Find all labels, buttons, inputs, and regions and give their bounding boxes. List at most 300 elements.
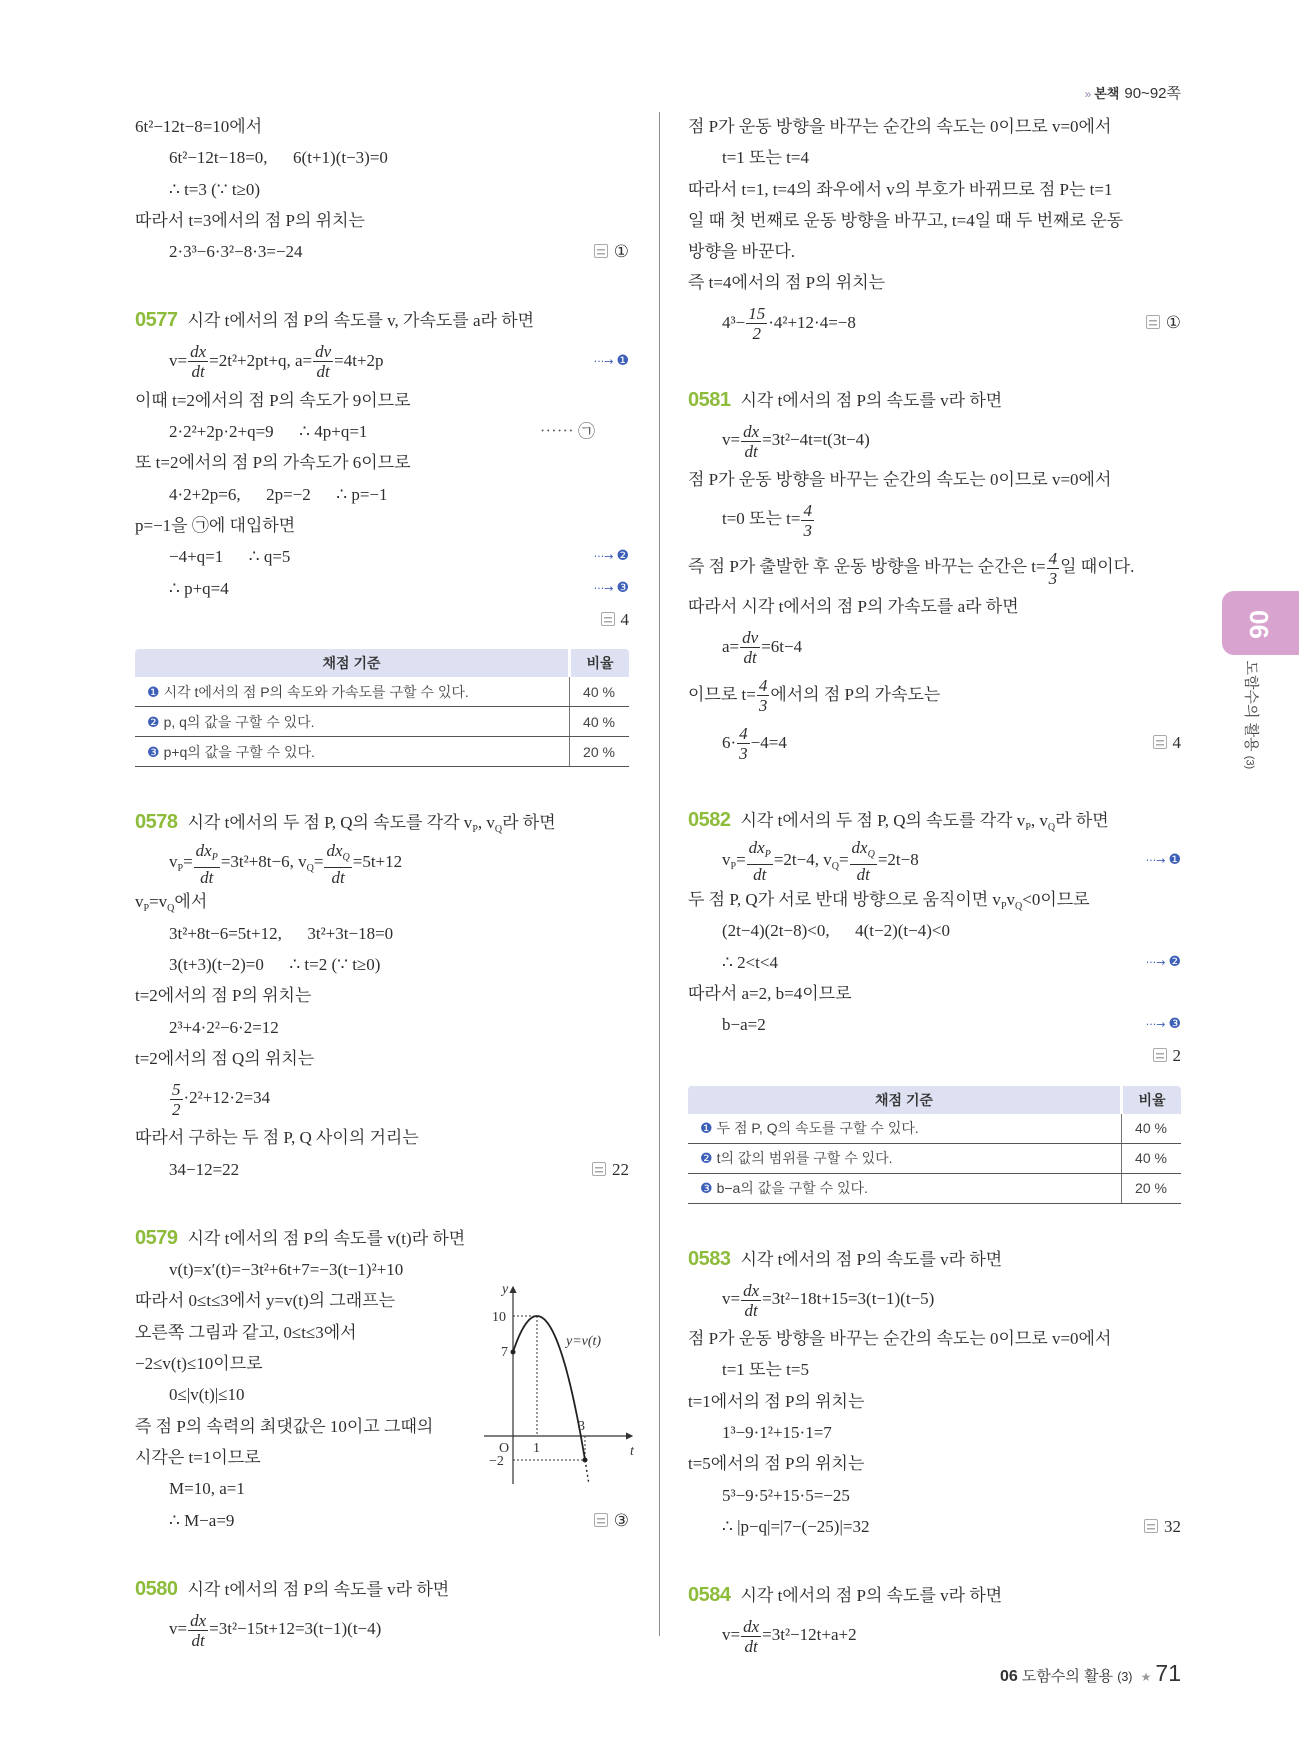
- math-text: 따라서 a=2, b=4이므로: [688, 983, 852, 1003]
- problem-number: 0579: [135, 1226, 178, 1249]
- fraction-denominator: 3: [758, 696, 768, 716]
- subscript: P: [143, 903, 150, 915]
- solution-line: [135, 1043, 629, 1074]
- criteria-text: t의 값의 범위를 구할 수 있다.: [716, 1150, 893, 1167]
- step-number-icon: ❸: [700, 1181, 713, 1198]
- math-text: 즉 점 P의 속력의 최댓값은 10이고 그때의: [135, 1416, 434, 1436]
- math-text: 4³−: [722, 312, 746, 332]
- subscript: P: [764, 849, 771, 861]
- ratio-cell: 20 %: [570, 737, 630, 767]
- fraction-denominator: dt: [743, 648, 757, 668]
- chevron-right-icon: »: [1084, 87, 1092, 101]
- t-tick-3: 3: [578, 1419, 585, 1434]
- fraction-numerator: [757, 676, 770, 696]
- math-text: t=1에서의 점 P의 위치는: [688, 1391, 865, 1411]
- end-point: [583, 1458, 588, 1463]
- right-column: [688, 111, 1181, 1659]
- solution-line: [135, 573, 629, 604]
- subscript: P: [1000, 900, 1007, 912]
- solution-line: [135, 838, 629, 886]
- math-text: v: [135, 892, 144, 912]
- answer-icon: [1144, 1519, 1158, 1533]
- table-row: [688, 1143, 1181, 1173]
- ratio-cell: 40 %: [1122, 1114, 1182, 1144]
- fraction-denominator: dt: [191, 1630, 205, 1650]
- math-text: 시각 t에서의 점 P의 속도를 v라 하면: [740, 1249, 1003, 1269]
- fraction-denominator: 3: [803, 520, 812, 540]
- solution-line: [688, 1480, 1181, 1511]
- answer-value: 32: [1164, 1516, 1181, 1536]
- ratio-cell: 40 %: [1122, 1143, 1182, 1173]
- math-text: v=: [169, 350, 188, 370]
- fraction: [747, 838, 773, 884]
- solution-line: [688, 267, 1181, 298]
- solution-line: [688, 1448, 1181, 1479]
- y-tick-10: 10: [492, 1310, 506, 1325]
- fraction-numerator: [741, 1617, 761, 1637]
- solution-line: [688, 719, 1181, 767]
- numerator-text: 15: [748, 304, 766, 324]
- textbook-page-reference: [1085, 82, 1181, 103]
- math-text: =2t−4, v: [773, 849, 832, 869]
- solution-line: [688, 591, 1181, 622]
- criteria-cell: [135, 737, 570, 767]
- chapter-tab[interactable]: [1222, 591, 1299, 655]
- math-text: 라 하면: [502, 813, 556, 833]
- reference-label: 본책: [1094, 86, 1120, 101]
- solution-line: [688, 1611, 1181, 1659]
- table-row: [135, 707, 629, 737]
- math-text: v=: [722, 1289, 741, 1309]
- math-text: t=1 또는 t=5: [722, 1360, 809, 1380]
- solution-line: [688, 1040, 1181, 1071]
- scoring-criteria: [135, 649, 629, 767]
- fraction: [741, 1281, 761, 1320]
- math-text: v: [722, 849, 731, 869]
- fraction: [188, 1611, 208, 1650]
- criteria-text: 두 점 P, Q의 속도를 구할 수 있다.: [716, 1120, 919, 1137]
- numerator-text: dx: [743, 1617, 760, 1637]
- math-text: 시각 t에서의 점 P의 속도를 v라 하면: [740, 390, 1003, 410]
- solution-block: [135, 111, 629, 267]
- answer-value: 22: [612, 1159, 629, 1179]
- math-text: , v: [1030, 810, 1048, 830]
- answer-icon: [594, 244, 608, 258]
- solution-block: [688, 805, 1181, 1072]
- solution-line: [688, 385, 1181, 416]
- math-text: b−a=2: [722, 1015, 766, 1035]
- fraction-numerator: [801, 501, 814, 521]
- solution-line: [688, 884, 1181, 915]
- chapter-tab-title: [1242, 661, 1263, 781]
- math-text: 두 점 P, Q가 서로 반대 방향으로 움직이면 v: [688, 889, 1001, 909]
- ratio-cell: 40 %: [570, 677, 630, 707]
- fraction-numerator: [746, 304, 767, 324]
- math-text: 시각 t에서의 두 점 P, Q의 속도를 각각 v: [740, 810, 1026, 830]
- math-text: 점 P가 운동 방향을 바꾸는 순간의 속도는 0이므로 v=0에서: [688, 470, 1112, 490]
- math-text: 2·3³−6·3²−8·3=−24: [169, 242, 303, 262]
- math-text: 3(t+3)(t−2)=0 ∴ t=2 (∵ t≥0): [169, 955, 381, 975]
- ratio-cell: 40 %: [570, 707, 630, 737]
- solution-line: [135, 142, 629, 173]
- problem-number: 0584: [688, 1584, 731, 1607]
- math-text: 6t²−12t−8=10에서: [135, 117, 263, 136]
- numerator-text: dx: [748, 838, 765, 858]
- answer-icon: [601, 612, 615, 626]
- math-text: 라 하면: [1055, 810, 1109, 830]
- subscript: P: [177, 863, 184, 875]
- numerator-text: dx: [326, 840, 343, 860]
- criteria-cell: [688, 1143, 1122, 1173]
- math-text: 따라서 t=3에서의 점 P의 위치는: [135, 210, 365, 230]
- math-text: ∴ |p−q|=|7−(−25)|=32: [722, 1516, 870, 1536]
- answer: [594, 236, 629, 267]
- solution-line: [135, 1012, 629, 1043]
- problem-number: 0578: [135, 811, 178, 834]
- math-text: 6·: [722, 732, 737, 752]
- step-number-icon: ❶: [616, 352, 629, 369]
- fraction: [170, 1080, 183, 1119]
- solution-line: [135, 510, 629, 541]
- column-divider: [659, 112, 660, 1636]
- fraction-numerator: [324, 841, 351, 868]
- velocity-curve-extension: [585, 1460, 589, 1484]
- math-text: M=10, a=1: [169, 1479, 245, 1499]
- numerator-text: dx: [743, 1280, 760, 1300]
- t-axis-label: t: [630, 1444, 634, 1459]
- solution-line: [135, 111, 629, 142]
- math-text: −4=4: [750, 732, 787, 752]
- math-text: ∴ 2<t<4: [722, 952, 778, 972]
- problem-number: 0581: [688, 388, 731, 411]
- criteria-cell: [135, 677, 570, 707]
- fraction-denominator: dt: [191, 362, 205, 382]
- fraction-numerator: [188, 1611, 208, 1631]
- numerator-text: dx: [743, 421, 760, 441]
- fraction-denominator: 3: [739, 744, 748, 764]
- subscript: Q: [342, 851, 350, 863]
- numerator-text: dx: [851, 838, 868, 858]
- fraction: [324, 841, 351, 887]
- math-text: v: [1006, 889, 1015, 909]
- math-text: ∴ t=3 (∵ t≥0): [169, 179, 261, 199]
- math-text: 에서의 점 P의 가속도는: [770, 684, 941, 704]
- math-text: 시각 t에서의 점 P의 속도를 v라 하면: [740, 1586, 1003, 1606]
- solution-line: [688, 947, 1181, 978]
- math-text: t=0 또는 t=: [722, 509, 801, 529]
- math-text: 34−12=22: [169, 1159, 240, 1179]
- solution-block: [688, 385, 1181, 767]
- solution-line: [135, 479, 629, 510]
- answer-value: 4: [1172, 732, 1181, 752]
- fraction-denominator: dt: [856, 865, 870, 885]
- solution-block: [135, 1574, 629, 1653]
- math-text: v: [169, 852, 178, 872]
- criteria-text: 시각 t에서의 점 P의 속도와 가속도를 구할 수 있다.: [163, 683, 469, 700]
- math-text: −2≤v(t)≤10이므로: [135, 1354, 263, 1374]
- numerator-text: 4: [758, 676, 768, 696]
- math-text: 시각 t에서의 점 P의 속도를 v, 가속도를 a라 하면: [187, 311, 535, 331]
- dotted-arrow-icon: ···→: [593, 581, 614, 595]
- solution-line: [688, 111, 1181, 142]
- fraction: [850, 838, 877, 884]
- math-text: t=2에서의 점 P의 위치는: [135, 986, 312, 1006]
- footer-title: 도함수의 활용: [1021, 1668, 1114, 1685]
- dotted-arrow-icon: ···→: [593, 550, 614, 564]
- dotted-arrow-icon: ···→: [1145, 853, 1166, 867]
- step-number-icon: ❶: [147, 684, 160, 701]
- fraction: [746, 304, 767, 343]
- math-text: =: [838, 849, 849, 869]
- fraction-denominator: dt: [316, 362, 330, 382]
- solution-line: [135, 416, 629, 447]
- math-text: t=5에서의 점 P의 위치는: [688, 1454, 865, 1474]
- chapter-subtitle: (3): [1243, 755, 1256, 770]
- solution-line: [688, 978, 1181, 1009]
- solution-block: [688, 1244, 1181, 1542]
- table-row: [688, 1173, 1181, 1203]
- step-marker: [1146, 947, 1181, 978]
- math-text: 이므로 t=: [688, 684, 756, 704]
- solution-line: [135, 1154, 629, 1185]
- solution-line: [135, 1074, 629, 1122]
- math-text: 따라서 0≤t≤3에서 y=v(t)의 그래프는: [135, 1291, 395, 1311]
- page-footer: [1000, 1660, 1181, 1687]
- solution-line: [688, 1386, 1181, 1417]
- footer-chapter: 06: [999, 1668, 1018, 1685]
- answer-value: ③: [613, 1510, 629, 1530]
- subscript: Q: [306, 863, 314, 875]
- answer: [1153, 1040, 1182, 1071]
- fraction-numerator: [188, 342, 208, 362]
- numerator-text: dx: [195, 840, 212, 860]
- fraction: [1047, 549, 1060, 588]
- subscript: Q: [831, 860, 839, 872]
- fraction: [313, 342, 333, 381]
- fraction-denominator: dt: [331, 867, 345, 887]
- math-text: =2t²+2pt+q, a=: [209, 350, 313, 370]
- subscript: Q: [867, 849, 875, 861]
- solution-line: [135, 1122, 629, 1153]
- solution-line: [688, 1244, 1181, 1275]
- math-text: 즉 t=4에서의 점 P의 위치는: [688, 273, 886, 293]
- fraction: [194, 841, 220, 887]
- solution-block: [688, 111, 1181, 347]
- fraction-denominator: 2: [752, 324, 761, 344]
- math-text: , v: [477, 813, 495, 833]
- subscript: P: [211, 851, 218, 863]
- math-text: =3t²−18t+15=3(t−1)(t−5): [762, 1289, 935, 1309]
- math-text: ∴ p+q=4: [169, 578, 229, 598]
- step-number-icon: ❸: [616, 579, 629, 596]
- fraction: [740, 628, 760, 667]
- step-marker: [1146, 836, 1181, 885]
- math-text: =v: [149, 892, 168, 912]
- subscript: Q: [1015, 900, 1023, 912]
- criteria-cell: [688, 1173, 1122, 1203]
- answer-value: 4: [620, 609, 629, 629]
- solution-line: [688, 1354, 1181, 1385]
- table-row: [135, 737, 629, 767]
- math-text: 이때 t=2에서의 점 P의 속도가 9이므로: [135, 390, 411, 410]
- scoring-table: [135, 649, 629, 767]
- answer: [594, 1505, 629, 1536]
- solution-line: [688, 1323, 1181, 1354]
- math-text: −4+q=1 ∴ q=5: [169, 547, 291, 567]
- problem-number: 0583: [688, 1247, 731, 1270]
- math-text: =5t+12: [352, 852, 403, 872]
- criteria-text: p, q의 값을 구할 수 있다.: [163, 713, 315, 730]
- math-text: (2t−4)(2t−8)<0, 4(t−2)(t−4)<0: [722, 921, 950, 941]
- solution-line: [135, 918, 629, 949]
- solution-line: [688, 623, 1181, 671]
- solution-line: [688, 464, 1181, 495]
- y-tick-neg2: −2: [489, 1454, 504, 1469]
- fraction-numerator: [194, 841, 220, 868]
- solution-line: [688, 836, 1181, 884]
- solution-line: [135, 337, 629, 385]
- numerator-text: 4: [1048, 548, 1058, 568]
- criteria-text: b−a의 값을 구할 수 있다.: [716, 1180, 868, 1197]
- solution-line: [135, 174, 629, 205]
- subscript: Q: [494, 824, 503, 836]
- math-text: =: [736, 849, 746, 869]
- problem-number: 0582: [688, 808, 731, 831]
- math-text: 즉 점 P가 출발한 후 운동 방향을 바꾸는 순간은 t=: [688, 557, 1046, 577]
- numerator-text: 5: [172, 1079, 181, 1099]
- solution-line: [135, 949, 629, 980]
- answer-icon: [594, 1513, 608, 1527]
- math-text: ∴ M−a=9: [169, 1510, 235, 1530]
- math-text: =6t−4: [761, 636, 803, 656]
- solution-line: [135, 385, 629, 416]
- table-row: [135, 677, 629, 707]
- fraction: [737, 724, 750, 763]
- solution-line: [135, 604, 629, 635]
- fraction-denominator: 2: [172, 1099, 181, 1119]
- solution-line: [688, 299, 1181, 347]
- math-text: 2³+4·2²−6·2=12: [169, 1017, 279, 1037]
- math-text: =3t²−4t=t(3t−4): [762, 430, 870, 450]
- solution-line: [688, 1511, 1181, 1542]
- numerator-text: 4: [803, 500, 812, 520]
- answer: [601, 604, 630, 635]
- fraction: [741, 1617, 761, 1656]
- math-text: v(t)=x′(t)=−3t²+6t+7=−3(t−1)²+10: [169, 1260, 404, 1280]
- math-text: 오른쪽 그림과 같고, 0≤t≤3에서: [135, 1322, 357, 1342]
- solution-block: [135, 305, 629, 635]
- step-marker: [594, 337, 629, 386]
- math-text: =3t²+8t−6, v: [220, 852, 307, 872]
- math-text: =2t−8: [877, 849, 919, 869]
- fraction-numerator: [313, 342, 333, 362]
- step-number-icon: ❷: [147, 714, 160, 731]
- criteria-cell: [688, 1114, 1122, 1144]
- solution-line: [688, 1009, 1181, 1040]
- scoring-criteria: [688, 1086, 1181, 1204]
- step-marker: [594, 541, 629, 572]
- math-text: =: [313, 852, 324, 872]
- step-number-icon: ❶: [700, 1121, 713, 1138]
- solution-line: [135, 305, 629, 336]
- math-text: 시각은 t=1이므로: [135, 1447, 261, 1467]
- y-tick-7: 7: [501, 1345, 508, 1360]
- solution-line: [135, 447, 629, 478]
- math-text: =4t+2p: [334, 350, 384, 370]
- fraction-denominator: dt: [744, 1637, 758, 1657]
- math-text: 점 P가 운동 방향을 바꾸는 순간의 속도는 0이므로 v=0에서: [688, 1329, 1112, 1349]
- answer-icon: [1153, 735, 1167, 749]
- solution-line: [135, 980, 629, 1011]
- subscript: P: [730, 860, 737, 872]
- chapter-tab-number: 06: [1243, 610, 1274, 639]
- solution-line: [688, 671, 1181, 719]
- solution-line: [688, 205, 1181, 236]
- math-text: t=2에서의 점 Q의 위치는: [135, 1048, 315, 1068]
- numerator-text: dv: [742, 628, 759, 648]
- velocity-graph: [470, 1275, 645, 1490]
- fraction-numerator: [740, 628, 760, 648]
- chapter-title: 도함수의 활용: [1242, 660, 1260, 752]
- solution-line: [688, 174, 1181, 205]
- table-header: 채점 기준: [688, 1086, 1122, 1114]
- math-text: v=: [722, 430, 741, 450]
- y-axis-label: y: [502, 1282, 509, 1297]
- answer: [1146, 299, 1181, 347]
- problem-number: 0580: [135, 1577, 178, 1600]
- ratio-cell: 20 %: [1122, 1173, 1182, 1203]
- answer-icon: [1153, 1048, 1167, 1062]
- answer: [1153, 719, 1182, 767]
- math-text: 시각 t에서의 점 P의 속도를 v라 하면: [187, 1579, 450, 1599]
- math-text: ·4²+12·4=−8: [768, 312, 856, 332]
- table-header: 비율: [570, 649, 630, 677]
- table-header-row: [688, 1086, 1181, 1114]
- math-text: t=1 또는 t=4: [722, 148, 809, 168]
- numerator-text: 4: [739, 724, 748, 744]
- math-text: =3t²−12t+a+2: [762, 1625, 857, 1645]
- solution-line: [688, 416, 1181, 464]
- math-text: a=: [722, 636, 740, 656]
- solution-block: [135, 807, 629, 1185]
- math-text: 일 때 첫 번째로 운동 방향을 바꾸고, t=4일 때 두 번째로 운동: [688, 210, 1124, 230]
- solution-line: [135, 1505, 629, 1536]
- solution-line: [688, 142, 1181, 173]
- step-number-icon: ❸: [1168, 1016, 1181, 1033]
- fraction-denominator: dt: [744, 1300, 758, 1320]
- math-text: 시각 t에서의 점 P의 속도를 v(t)라 하면: [187, 1228, 466, 1248]
- math-text: 따라서 시각 t에서의 점 P의 가속도를 a라 하면: [688, 597, 1019, 617]
- answer-icon: [592, 1162, 606, 1176]
- step-marker: [594, 573, 629, 604]
- step-number-icon: ❶: [1168, 851, 1181, 868]
- fraction: [757, 676, 770, 715]
- start-point: [511, 1350, 516, 1355]
- table-header: 비율: [1122, 1086, 1182, 1114]
- fraction-numerator: [741, 422, 761, 442]
- math-text: p=−1을 ㉠에 대입하면: [135, 515, 296, 535]
- numerator-text: dx: [190, 1610, 207, 1630]
- reference-pages: 90~92쪽: [1124, 85, 1181, 102]
- solution-line: [688, 1275, 1181, 1323]
- star-icon: ★: [1140, 1670, 1152, 1684]
- scoring-table: [688, 1086, 1181, 1204]
- solution-line: [688, 495, 1181, 543]
- fraction: [188, 342, 208, 381]
- answer-value: ①: [1165, 312, 1181, 332]
- table-row: [688, 1114, 1181, 1144]
- fraction-numerator: [741, 1281, 761, 1301]
